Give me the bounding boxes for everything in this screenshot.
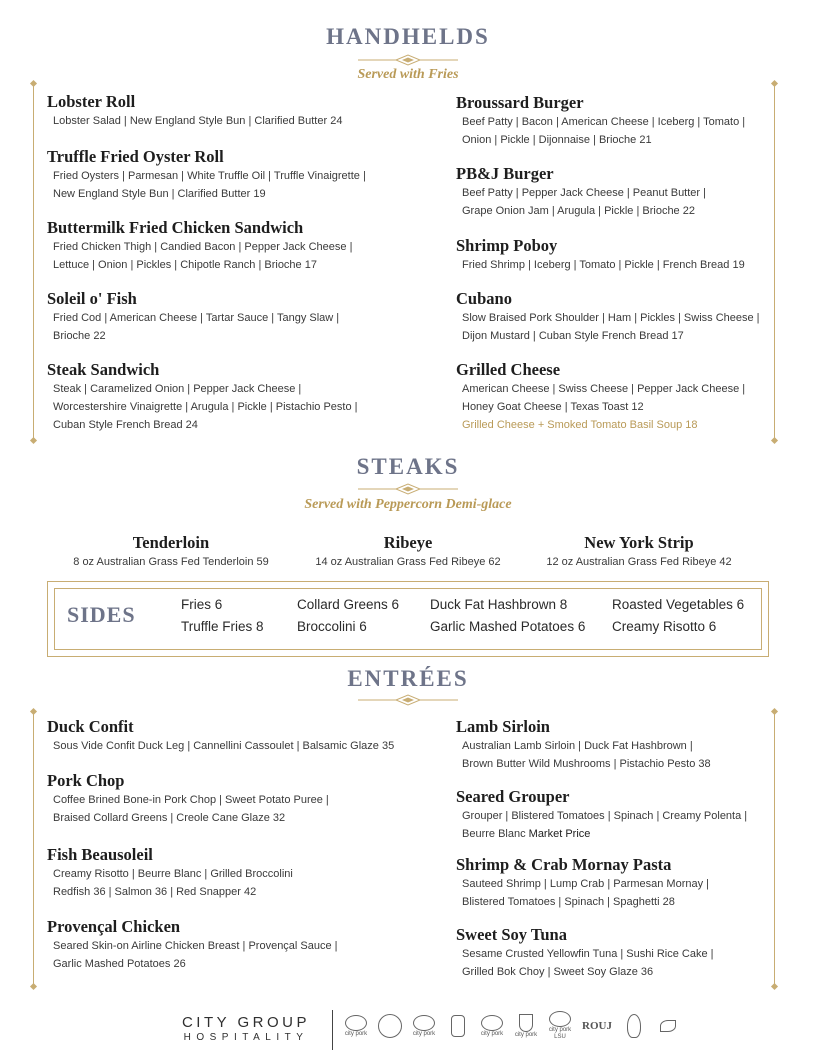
city-pork-logo: city pork [410, 1012, 438, 1040]
item-desc: Creamy Risotto | Beurre Blanc | Grilled Broccolini [53, 868, 293, 880]
menu-item [456, 92, 745, 149]
rouj-logo: ROUJ [582, 1019, 612, 1032]
item-desc: 14 oz Australian Grass Fed Ribeye 62 [315, 556, 501, 568]
item-desc: Dijon Mustard | Cuban Style French Bread 17 [462, 330, 684, 342]
menu-item [47, 844, 293, 901]
item-desc: New England Style Bun | Clarified Butter 19 [53, 188, 266, 200]
item-desc: Braised Collard Greens | Creole Cane Glaze 32 [53, 812, 286, 824]
item-name: Shrimp & Crab Mornay Pasta [456, 855, 672, 874]
item-desc: American Cheese | Swiss Cheese | Pepper Jack Cheese | [462, 383, 746, 395]
steak-item [519, 532, 759, 571]
menu-item [47, 359, 358, 434]
crest-logo [444, 1012, 472, 1040]
item-desc: Beef Patty | Pepper Jack Cheese | Peanut Butter | [462, 187, 706, 199]
item-name: Steak Sandwich [47, 360, 160, 379]
side-item: Truffle Fries 8 [181, 619, 264, 634]
logo-line1: CITY GROUP [181, 1014, 311, 1031]
item-desc: Fried Chicken Thigh | Candied Bacon | Pepper Jack Cheese | [53, 241, 353, 253]
item-desc: Blistered Tomatoes | Spinach | Spaghetti 28 [462, 896, 675, 908]
item-name: Duck Confit [47, 717, 134, 736]
brasserie-logo [376, 1012, 404, 1040]
item-desc: Fried Shrimp | Iceberg | Tomato | Pickle | French Bread 19 [462, 259, 745, 271]
item-name: Seared Grouper [456, 787, 570, 806]
item-name: Broussard Burger [456, 93, 584, 112]
item-desc: Australian Lamb Sirloin | Duck Fat Hashbrown | [462, 740, 693, 752]
menu-item [47, 288, 339, 345]
menu-item [47, 770, 329, 827]
item-desc: Fried Oysters | Parmesan | White Truffle Oil | Truffle Vinaigrette | [53, 170, 366, 182]
menu-item [47, 91, 342, 130]
market-price: Market Price [528, 828, 591, 840]
menu-item [47, 716, 394, 755]
menu-item [47, 146, 366, 203]
item-desc [462, 825, 747, 843]
item-desc: Sesame Crusted Yellowfin Tuna | Sushi Rice Cake | [462, 948, 714, 960]
item-name: Pork Chop [47, 771, 125, 790]
item-desc: Honey Goat Cheese | Texas Toast 12 [462, 401, 644, 413]
item-desc: 12 oz Australian Grass Fed Ribeye 42 [546, 556, 732, 568]
left-border-line [33, 84, 34, 440]
item-name: PB&J Burger [456, 164, 554, 183]
item-desc: Steak | Caramelized Onion | Pepper Jack Cheese | [53, 383, 302, 395]
item-desc: Grape Onion Jam | Arugula | Pickle | Brioche 22 [462, 205, 695, 217]
item-desc: Sauteed Shrimp | Lump Crab | Parmesan Mornay | [462, 878, 710, 890]
item-desc: Grouper | Blistered Tomatoes | Spinach | Creamy Polenta | [462, 810, 748, 822]
item-desc: Fried Cod | American Cheese | Tartar Sauce | Tangy Slaw | [53, 312, 340, 324]
footer [0, 1004, 816, 1056]
item-desc: Grilled Bok Choy | Sweet Soy Glaze 36 [462, 966, 654, 978]
side-item: Roasted Vegetables 6 [612, 597, 745, 612]
item-desc: Redfish 36 | Salmon 36 | Red Snapper 42 [53, 886, 257, 898]
item-desc: Seared Skin-on Airline Chicken Breast | Provençal Sauce | [53, 940, 338, 952]
item-desc: Cuban Style French Bread 24 [53, 419, 198, 431]
item-name: Buttermilk Fried Chicken Sandwich [47, 218, 304, 237]
side-item: Creamy Risotto 6 [612, 619, 717, 634]
fleur-logo [620, 1012, 648, 1040]
ornament-divider [358, 54, 458, 66]
sides-box [54, 588, 762, 650]
ornament-divider [358, 694, 458, 706]
city-pork-logo: city pork [342, 1012, 370, 1040]
item-desc: Sous Vide Confit Duck Leg | Cannellini Cassoulet | Balsamic Glaze 35 [53, 740, 395, 752]
item-name: Shrimp Poboy [456, 236, 558, 255]
steaks-title: STEAKS [356, 454, 460, 479]
menu-item [456, 716, 711, 773]
footer-divider [332, 1010, 333, 1050]
item-name: Soleil o' Fish [47, 289, 137, 308]
ornament-divider [358, 483, 458, 495]
item-desc: Lettuce | Onion | Pickles | Chipotle Ranch | Brioche 17 [53, 259, 317, 271]
item-desc: Onion | Pickle | Dijonnaise | Brioche 21 [462, 134, 652, 146]
sides-title: SIDES [67, 602, 136, 627]
item-desc: Coffee Brined Bone-in Pork Chop | Sweet Potato Puree | [53, 794, 329, 806]
logo-line2: HOSPITALITY [183, 1032, 309, 1043]
side-item: Duck Fat Hashbrown 8 [430, 597, 568, 612]
city-group-logo [172, 1014, 320, 1043]
right-border-line [774, 712, 775, 986]
item-name: Lobster Roll [47, 92, 136, 111]
menu-item [47, 916, 338, 973]
left-border-line [33, 712, 34, 986]
item-desc: Garlic Mashed Potatoes 26 [53, 958, 186, 970]
steak-item [51, 532, 291, 571]
city-pork-logo: city pork [478, 1012, 506, 1040]
item-name: Fish Beausoleil [47, 845, 153, 864]
item-addon: Grilled Cheese + Smoked Tomato Basil Soup 18 [462, 419, 698, 431]
menu-item [456, 786, 747, 843]
item-desc: Lobster Salad | New England Style Bun | Clarified Butter 24 [53, 115, 343, 127]
menu-item [456, 288, 760, 345]
item-desc: Brown Butter Wild Mushrooms | Pistachio Pesto 38 [462, 758, 711, 770]
item-name: Sweet Soy Tuna [456, 925, 567, 944]
item-desc: Beef Patty | Bacon | American Cheese | Iceberg | Tomato | [462, 116, 746, 128]
leaf-logo [654, 1012, 682, 1040]
side-item: Fries 6 [181, 597, 223, 612]
city-pork-lsu-logo: city pork LSU [546, 1012, 574, 1040]
menu-item [456, 924, 714, 981]
entrees-title: ENTRÉES [347, 666, 469, 691]
item-name: Ribeye [383, 533, 433, 552]
handhelds-title: HANDHELDS [326, 24, 490, 49]
right-border-line [774, 84, 775, 440]
handhelds-subtitle: Served with Fries [357, 67, 459, 82]
side-item: Garlic Mashed Potatoes 6 [430, 619, 586, 634]
shield-logo: city pork [512, 1012, 540, 1040]
item-desc: Slow Braised Pork Shoulder | Ham | Pickles | Swiss Cheese | [462, 312, 760, 324]
menu-item [456, 854, 709, 911]
menu-item [47, 217, 352, 274]
item-desc: Worcestershire Vinaigrette | Arugula | Pickle | Pistachio Pesto | [53, 401, 358, 413]
side-item: Broccolini 6 [297, 619, 367, 634]
item-name: Truffle Fried Oyster Roll [47, 147, 224, 166]
menu-item [456, 235, 745, 274]
item-name: Lamb Sirloin [456, 717, 550, 736]
menu-item [456, 359, 745, 434]
side-item: Collard Greens 6 [297, 597, 400, 612]
steaks-subtitle: Served with Peppercorn Demi-glace [304, 497, 512, 512]
brand-logos [342, 1012, 682, 1040]
item-name: Tenderloin [132, 533, 210, 552]
item-desc: Brioche 22 [53, 330, 106, 342]
item-name: Grilled Cheese [456, 360, 561, 379]
menu-item [456, 163, 706, 220]
item-name: Cubano [456, 289, 512, 308]
item-name: New York Strip [584, 533, 694, 552]
steak-item [288, 532, 528, 571]
item-desc-prefix: Beurre Blanc [462, 828, 529, 840]
item-desc: 8 oz Australian Grass Fed Tenderloin 59 [73, 556, 269, 568]
item-name: Provençal Chicken [47, 917, 181, 936]
